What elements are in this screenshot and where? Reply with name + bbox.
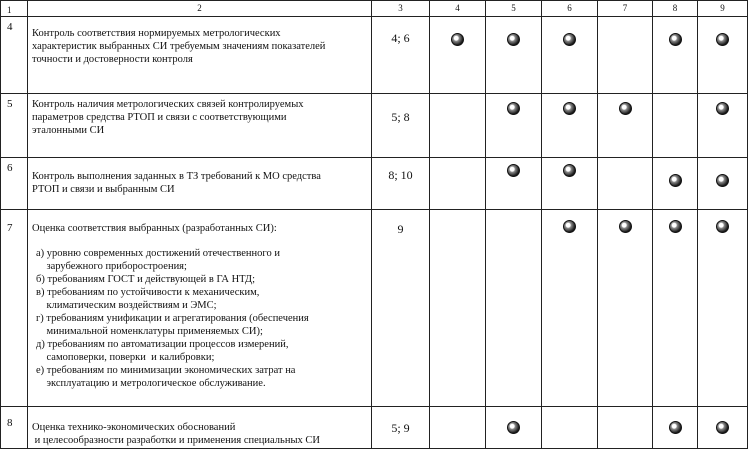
description-line: характеристик выбранных СИ требуемым значениям показателей: [32, 41, 326, 52]
row-number: 8: [1, 407, 28, 449]
table-row: [1, 94, 748, 158]
mark-cell: [486, 17, 542, 94]
mark-cell: [598, 17, 653, 94]
mark-cell: [698, 94, 748, 158]
filled-circle-marker-icon: [507, 421, 520, 434]
row-number: 6: [1, 158, 28, 210]
mark-cell: [653, 94, 698, 158]
mark-cell: [430, 17, 486, 94]
description-item: е) требованиям по минимизации экономических затрат на: [36, 365, 296, 376]
filled-circle-marker-icon: [563, 33, 576, 46]
mark-cell: [698, 158, 748, 210]
row-description: [28, 94, 372, 158]
description-title: Оценка соответствия выбранных (разработанных СИ):: [32, 223, 277, 234]
mark-cell: [598, 94, 653, 158]
mark-cell: [486, 210, 542, 407]
header-cell-4: 4: [430, 1, 486, 17]
header-cell-3: 3: [372, 1, 430, 17]
header-cell-1: 1: [1, 1, 28, 17]
description-item: г) требованиям унификации и агрегатирования (обеспечения: [36, 313, 309, 324]
reference-cell: 5; 8: [372, 94, 430, 158]
filled-circle-marker-icon: [716, 421, 729, 434]
mark-cell: [653, 210, 698, 407]
reference-cell: 4; 6: [372, 17, 430, 94]
filled-circle-marker-icon: [563, 164, 576, 177]
mark-cell: [598, 158, 653, 210]
filled-circle-marker-icon: [507, 164, 520, 177]
description-item: самоповерки, поверки и калибровки;: [36, 352, 215, 363]
mark-cell: [698, 407, 748, 449]
mark-cell: [653, 407, 698, 449]
table-row: [1, 407, 748, 449]
description-line: эталонными СИ: [32, 125, 105, 136]
table-row: [1, 17, 748, 94]
mark-cell: [430, 210, 486, 407]
mark-cell: [653, 17, 698, 94]
description-item: д) требованиям по автоматизации процессов измерений,: [36, 339, 289, 350]
reference-cell: 8; 10: [372, 158, 430, 210]
description-line: РТОП и связи и выбранным СИ: [32, 184, 175, 195]
filled-circle-marker-icon: [669, 421, 682, 434]
row-description: [28, 158, 372, 210]
mark-cell: [598, 210, 653, 407]
row-number: 4: [1, 17, 28, 94]
mark-cell: [542, 158, 598, 210]
description-line: точности и достоверности контроля: [32, 54, 193, 65]
row-description: [28, 407, 372, 449]
description-item: зарубежного приборостроения;: [36, 261, 187, 272]
filled-circle-marker-icon: [619, 102, 632, 115]
filled-circle-marker-icon: [669, 220, 682, 233]
mark-cell: [542, 94, 598, 158]
filled-circle-marker-icon: [619, 220, 632, 233]
mark-cell: [486, 158, 542, 210]
reference-cell: 5; 9: [372, 407, 430, 449]
table-row: [1, 158, 748, 210]
mark-cell: [598, 407, 653, 449]
filled-circle-marker-icon: [563, 102, 576, 115]
mark-cell: [542, 407, 598, 449]
header-cell-2: 2: [28, 1, 372, 17]
description-item: в) требованиям по устойчивости к механическим,: [36, 287, 260, 298]
table-row: [1, 210, 748, 407]
filled-circle-marker-icon: [716, 33, 729, 46]
description-item: б) требованиям ГОСТ и действующей в ГА НТД;: [36, 274, 255, 285]
description-line: параметров средства РТОП и связи с соответствующими: [32, 112, 287, 123]
description-line: и целесообразности разработки и применения специальных СИ: [32, 435, 320, 446]
header-row: [1, 1, 748, 17]
header-cell-6: 6: [542, 1, 598, 17]
row-number: 7: [1, 210, 28, 407]
filled-circle-marker-icon: [716, 174, 729, 187]
header-cell-5: 5: [486, 1, 542, 17]
filled-circle-marker-icon: [507, 33, 520, 46]
mark-cell: [486, 94, 542, 158]
mark-cell: [542, 210, 598, 407]
mark-cell: [486, 407, 542, 449]
description-item: минимальной номенклатуры применяемых СИ);: [36, 326, 263, 337]
mark-cell: [698, 210, 748, 407]
description-line: Контроль наличия метрологических связей контролируемых: [32, 99, 304, 110]
description-line: Контроль выполнения заданных в ТЗ требований к МО средства: [32, 171, 321, 182]
filled-circle-marker-icon: [716, 220, 729, 233]
description-item: эксплуатацию и метрологическое обслуживание.: [36, 378, 266, 389]
filled-circle-marker-icon: [669, 33, 682, 46]
mark-cell: [430, 158, 486, 210]
filled-circle-marker-icon: [507, 102, 520, 115]
description-item: климатическим воздействиям и ЭМС;: [36, 300, 217, 311]
mark-cell: [430, 407, 486, 449]
filled-circle-marker-icon: [563, 220, 576, 233]
mark-cell: [430, 94, 486, 158]
mark-cell: [653, 158, 698, 210]
header-cell-8: 8: [653, 1, 698, 17]
header-cell-7: 7: [598, 1, 653, 17]
filled-circle-marker-icon: [451, 33, 464, 46]
header-cell-9: 9: [698, 1, 748, 17]
row-description: [28, 210, 372, 407]
filled-circle-marker-icon: [716, 102, 729, 115]
description-line: Контроль соответствия нормируемых метрологических: [32, 28, 281, 39]
description-line: Оценка технико-экономических обоснований: [32, 422, 236, 433]
row-description: [28, 17, 372, 94]
description-item: а) уровню современных достижений отечественного и: [36, 248, 280, 259]
reference-cell: 9: [372, 210, 430, 407]
mark-cell: [542, 17, 598, 94]
filled-circle-marker-icon: [669, 174, 682, 187]
mark-cell: [698, 17, 748, 94]
row-number: 5: [1, 94, 28, 158]
